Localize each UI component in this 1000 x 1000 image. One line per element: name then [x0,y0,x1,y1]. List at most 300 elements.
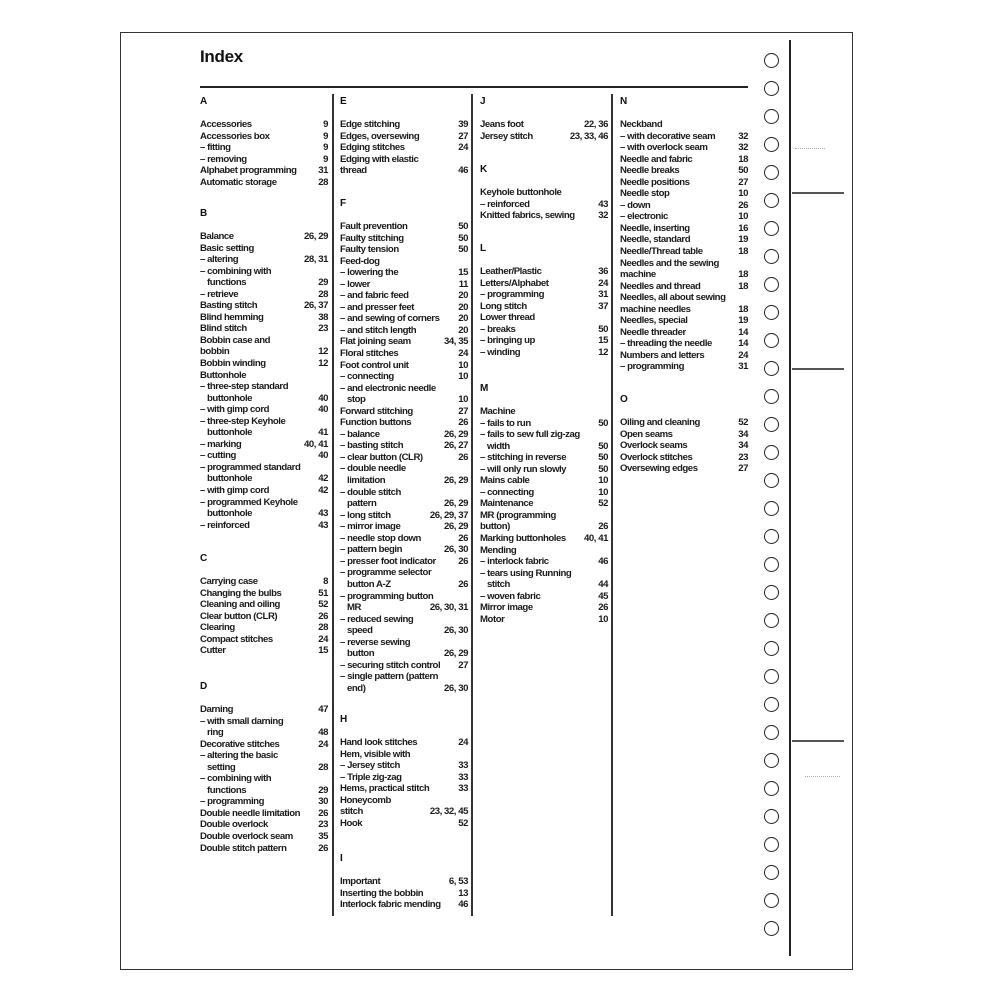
index-entry [480,568,608,580]
entry-term: – lowering the [340,267,399,279]
index-entry [340,556,468,568]
entry-pages: 46 [458,899,468,911]
entry-term: Overlock seams [620,440,688,452]
entry-pages: 32 [598,210,608,222]
binder-hole-icon [764,557,779,572]
binder-spine [789,40,791,956]
index-entry [620,452,748,464]
entry-term: – will only run slowly [480,463,567,475]
entry-term: Edges, oversewing [340,130,420,142]
section-letter: F [340,198,347,209]
entry-pages: 50 [458,232,468,244]
entry-term: – clear button (CLR) [340,451,423,463]
index-entry [200,808,328,820]
index-entry [200,497,328,509]
entry-term: Flat joining seam [340,336,411,348]
entry-pages: 30 [318,796,328,808]
entry-pages: 26 [458,532,468,544]
entry-pages: 18 [738,153,748,165]
entry-term: – combining with [200,773,272,785]
index-entry [620,154,748,166]
entry-pages: 26 [458,451,468,463]
index-entry [340,637,468,649]
column-divider [471,94,473,916]
entry-term: machine [620,269,656,281]
entry-pages: 34 [738,440,748,452]
title-rule [200,86,748,88]
index-entry [200,165,328,177]
section-letter: K [480,164,488,175]
index-entry [340,463,468,475]
binder-hole-icon [764,781,779,796]
entry-pages: 45 [598,590,608,602]
entry-pages: 10 [598,475,608,487]
index-entry [340,325,468,337]
binder-hole-icon [764,333,779,348]
entry-term: Needles and thread [620,280,701,292]
index-entry [200,599,328,611]
entry-pages: 27 [458,130,468,142]
index-entry [340,818,468,830]
section-letter: M [480,383,489,394]
entry-term: – down [620,199,651,211]
entry-term: MR [347,602,362,614]
index-section-l [480,243,608,358]
index-entry [200,508,328,520]
entry-term: – programmed Keyhole [200,496,298,508]
entry-pages: 52 [458,817,468,829]
entry-term: stop [347,394,366,406]
entry-term: – and stitch length [340,324,417,336]
index-entry [480,521,608,533]
scan-dots [795,148,825,150]
index-section-j [480,96,608,142]
index-entry [200,520,328,532]
entry-pages: 12 [318,346,328,358]
entry-pages: 28 [318,622,328,634]
index-entry [340,429,468,441]
column-divider [332,94,334,916]
index-entry [200,485,328,497]
index-entry [200,243,328,255]
entry-term: Needle breaks [620,165,680,177]
entry-term: Hand look stitches [340,737,418,748]
index-entry [480,591,608,603]
entry-pages: 40, 41 [584,533,608,545]
index-entry [620,177,748,189]
entry-term: – programming button [340,590,434,602]
entry-pages: 43 [598,198,608,210]
index-entry [340,899,468,911]
index-entry [200,773,328,785]
binder-hole-icon [764,445,779,460]
index-entry [200,416,328,428]
entry-term: – connecting [480,486,534,498]
entry-pages: 26 [598,521,608,533]
entry-pages: 40, 41 [304,438,328,450]
entry-pages: 13 [458,887,468,899]
entry-term: – reinforced [480,198,530,210]
entry-term: MR (programming [480,509,556,521]
index-entry [480,614,608,626]
entry-term: Buttonhole [200,369,247,381]
entry-term: Open seams [620,428,673,440]
entry-pages: 40 [318,404,328,416]
index-entry [340,737,468,749]
index-entry [200,622,328,634]
index-section-h [340,714,468,829]
entry-term: speed [347,625,373,637]
entry-pages: 52 [598,498,608,510]
section-letter: L [480,243,487,254]
binder-hole-icon [764,865,779,880]
entry-pages: 50 [598,452,608,464]
entry-term: stitch [487,579,510,591]
entry-term: functions [207,784,247,796]
entry-pages: 27 [458,659,468,671]
entry-pages: 26, 29 [444,521,468,533]
index-entry [200,277,328,289]
index-entry [480,131,608,143]
entry-pages: 26, 29 [444,428,468,440]
entry-pages: 46 [598,556,608,568]
entry-term: – three-step standard [200,381,289,393]
entry-pages: 26, 29, 37 [429,509,468,521]
index-entry [620,429,748,441]
index-entry [200,576,328,588]
index-section-k [480,164,608,222]
index-entry [620,327,748,339]
index-entry [200,177,328,189]
index-entry [480,324,608,336]
entry-pages: 32 [738,142,748,154]
index-section-a [200,96,328,188]
binder-hole-icon [764,809,779,824]
binder-hole-icon [764,641,779,656]
entry-term: – interlock fabric [480,556,549,568]
entry-pages: 31 [598,289,608,301]
entry-term: Needle, inserting [620,222,690,234]
index-entry [340,625,468,637]
entry-pages: 50 [458,221,468,232]
entry-pages: 15 [318,645,328,657]
entry-term: machine needles [620,303,691,315]
entry-pages: 32 [738,130,748,142]
index-entry [340,888,468,900]
entry-pages: 50 [738,165,748,177]
entry-pages: 26, 29 [444,498,468,510]
entry-term: Carrying case [200,576,258,587]
index-entry [200,645,328,657]
entry-term: Mains cable [480,475,530,487]
entry-term: Function buttons [340,417,412,429]
entry-term: – woven fabric [480,590,541,602]
index-entry [200,254,328,266]
binder-hole-icon [764,53,779,68]
entry-pages: 10 [738,188,748,200]
entry-pages: 26, 29 [444,648,468,660]
binder-hole-icon [764,249,779,264]
index-entry [620,200,748,212]
entry-pages: 40 [318,392,328,404]
entry-term: – retrieve [200,288,239,300]
entry-pages: 41 [318,427,328,439]
scan-dots [805,776,840,778]
index-section-b [200,208,328,531]
entry-term: – and fabric feed [340,290,409,302]
entry-pages: 12 [598,346,608,358]
entry-pages: 24 [458,737,468,748]
index-entry [200,323,328,335]
entry-term: – basting stitch [340,440,404,452]
entry-pages: 9 [323,130,328,142]
entry-pages: 20 [458,324,468,336]
index-entry [480,579,608,591]
entry-pages: 50 [598,463,608,475]
index-entry [480,187,608,199]
entry-term: – Triple zig-zag [340,771,402,783]
entry-pages: 33 [458,783,468,795]
index-entry [340,142,468,154]
index-entry [200,154,328,166]
index-entry [620,338,748,350]
index-entry [200,393,328,405]
index-entry [620,292,748,304]
index-entry [480,556,608,568]
entry-pages: 37 [598,300,608,312]
index-entry [480,602,608,614]
entry-term: – three-step Keyhole [200,415,286,427]
entry-term: Edging stitches [340,142,405,154]
entry-term: – fails to run [480,417,531,429]
entry-term: buttonhole [207,427,253,439]
entry-pages: 18 [738,269,748,281]
entry-pages: 19 [738,234,748,246]
index-entry [480,119,608,131]
entry-pages: 50 [598,440,608,452]
entry-term: Marking buttonholes [480,533,566,545]
entry-term: – programmed standard [200,461,301,473]
index-entry [340,521,468,533]
entry-term: – altering [200,254,239,266]
binder-hole-icon [764,837,779,852]
binder-hole-icon [764,921,779,936]
entry-pages: 31 [318,165,328,177]
index-entry [200,381,328,393]
entry-term: Needle positions [620,176,690,188]
entry-pages: 26 [318,842,328,854]
entry-term: – Jersey stitch [340,760,400,772]
index-entry [340,452,468,464]
binder-hole-icon [764,669,779,684]
tab-mark [792,740,844,742]
entry-pages: 26 [318,610,328,622]
index-entry [620,165,748,177]
entry-term: setting [207,761,236,773]
entry-term: Jeans foot [480,119,524,130]
entry-pages: 24 [318,633,328,645]
entry-term: Letters/Alphabet [480,277,549,289]
index-entry [480,266,608,278]
entry-pages: 39 [458,119,468,130]
entry-term: – programming [620,361,684,373]
entry-pages: 26, 30, 31 [429,602,468,614]
entry-pages: 26 [458,417,468,429]
binder-hole-icon [764,585,779,600]
entry-term: Mirror image [480,602,533,614]
entry-pages: 27 [738,463,748,475]
index-entry [340,806,468,818]
entry-pages: 38 [318,311,328,323]
entry-pages: 20 [458,290,468,302]
entry-pages: 22, 36 [584,119,608,130]
index-entry [340,131,468,143]
index-section-n [620,96,748,373]
index-entry [340,221,468,233]
index-entry [620,131,748,143]
entry-term: – reinforced [200,519,250,531]
index-entry [200,831,328,843]
entry-pages: 26, 30 [444,544,468,556]
index-entry [200,335,328,347]
index-entry [340,165,468,177]
entry-term: Needle/Thread table [620,246,703,258]
index-entry [620,281,748,293]
entry-term: – reverse sewing [340,636,411,648]
index-entry [620,258,748,270]
index-entry [620,223,748,235]
entry-pages: 26, 37 [304,300,328,312]
entry-pages: 28, 31 [304,254,328,266]
index-entry [480,418,608,430]
index-section-c [200,553,328,657]
entry-term: buttonhole [207,508,253,520]
entry-term: Clear button (CLR) [200,610,278,622]
entry-term: Floral stitches [340,348,399,360]
entry-pages: 11 [458,278,468,290]
index-entry [200,266,328,278]
entry-pages: 51 [318,587,328,599]
entry-term: Forward stitching [340,405,413,417]
entry-pages: 10 [598,486,608,498]
index-entry [620,440,748,452]
index-entry [480,452,608,464]
entry-term: – double needle [340,463,406,475]
index-entry [340,302,468,314]
index-entry [620,188,748,200]
index-entry [340,876,468,888]
entry-pages: 36 [598,266,608,277]
index-entry [480,441,608,453]
index-entry [340,360,468,372]
entry-term: Needle threader [620,326,686,338]
entry-pages: 26 [738,199,748,211]
entry-term: – winding [480,346,521,358]
section-letter: O [620,394,628,405]
entry-pages: 18 [738,303,748,315]
index-entry [620,246,748,258]
entry-pages: 14 [738,338,748,350]
entry-term: – pattern begin [340,544,403,556]
entry-term: – and presser feet [340,301,415,313]
entry-pages: 29 [318,784,328,796]
binder-hole-icon [764,137,779,152]
entry-pages: 34 [738,428,748,440]
index-entry [480,289,608,301]
index-entry [340,487,468,499]
entry-term: Edging with elastic [340,153,419,165]
entry-pages: 23, 32, 45 [429,806,468,818]
entry-term: Oversewing edges [620,463,698,475]
entry-term: Needle, standard [620,234,691,246]
entry-term: bobbin [200,346,230,358]
index-entry [480,312,608,324]
entry-term: Clearing [200,622,235,634]
index-section-o [620,394,748,475]
entry-term: Cutter [200,645,226,657]
entry-term: Bobbin winding [200,358,266,370]
entry-term: Double needle limitation [200,807,301,819]
entry-term: stitch [340,806,363,818]
entry-pages: 46 [458,165,468,177]
binder-hole-icon [764,361,779,376]
binder-hole-icon [764,725,779,740]
index-entry [340,371,468,383]
entry-pages: 10 [458,394,468,406]
entry-term: – and sewing of corners [340,313,440,325]
index-entry [480,510,608,522]
entry-pages: 43 [318,519,328,531]
index-entry [480,278,608,290]
entry-term: Jersey stitch [480,130,533,142]
index-entry [200,358,328,370]
index-entry [480,406,608,418]
index-entry [340,119,468,131]
entry-term: Foot control unit [340,359,409,371]
entry-term: Feed-dog [340,255,380,267]
index-entry [200,739,328,751]
index-entry [480,210,608,222]
index-entry [200,289,328,301]
entry-pages: 42 [318,473,328,485]
index-entry [340,614,468,626]
entry-term: button [347,648,375,660]
entry-pages: 31 [738,361,748,373]
entry-term: Edge stitching [340,119,400,130]
entry-term: Inserting the bobbin [340,887,424,899]
entry-term: – presser foot indicator [340,555,436,567]
entry-term: Mending [480,544,517,556]
index-entry [340,475,468,487]
entry-pages: 9 [323,142,328,154]
entry-pages: 20 [458,313,468,325]
entry-pages: 48 [318,727,328,739]
entry-term: button A-Z [347,578,391,590]
entry-term: – with overlock seam [620,142,708,154]
index-entry [620,361,748,373]
entry-term: Compact stitches [200,633,273,645]
entry-term: Double overlock [200,819,268,831]
section-letter: J [480,96,486,107]
entry-pages: 23, 33, 46 [569,130,608,142]
binder-hole-icon [764,81,779,96]
entry-pages: 24 [598,277,608,289]
index-entry [340,348,468,360]
entry-term: Long stitch [480,300,527,312]
section-letter: N [620,96,628,107]
entry-term: – bringing up [480,335,535,347]
entry-pages: 27 [458,405,468,417]
